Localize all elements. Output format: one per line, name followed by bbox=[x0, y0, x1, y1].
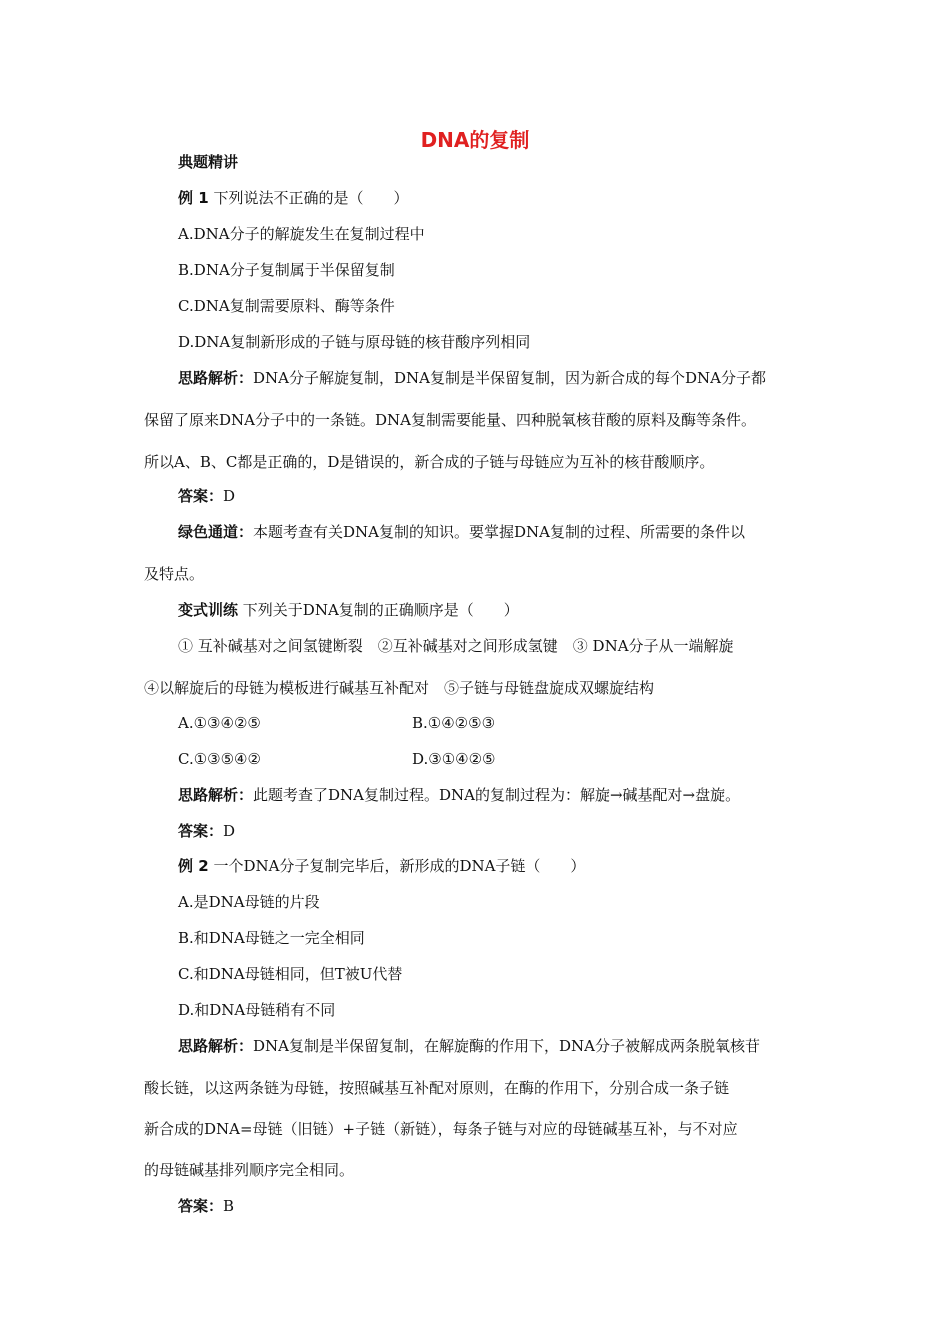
variant-analysis bbox=[178, 785, 740, 805]
variant-question bbox=[178, 600, 519, 620]
variant-analysis-label: 思路解析： bbox=[178, 786, 254, 804]
variant-answer-label: 答案： bbox=[178, 822, 224, 840]
ex2-answer bbox=[178, 1196, 234, 1216]
ex2-option-b: B.和DNA母链之一完全相同 bbox=[178, 929, 365, 947]
ex1-answer bbox=[178, 486, 235, 506]
ex2-analysis-label: 思路解析： bbox=[178, 1037, 254, 1055]
ex1-analysis-line: 保留了原来DNA分子中的一条链。DNA复制需要能量、四种脱氧核苷酸的原料及酶等条件。 bbox=[144, 411, 756, 429]
variant-option-d: D.③①④②⑤ bbox=[412, 750, 496, 768]
ex2-answer-value: B bbox=[223, 1197, 235, 1215]
ex2-analysis-line: 的母链碱基排列顺序完全相同。 bbox=[144, 1161, 355, 1179]
ex2-option-d: D.和DNA母链稍有不同 bbox=[178, 1001, 336, 1019]
page-title: DNA的复制 bbox=[420, 128, 530, 152]
ex1-option-c: C.DNA复制需要原料、酶等条件 bbox=[178, 297, 395, 315]
ex1-question bbox=[178, 188, 408, 208]
variant-label: 变式训练 bbox=[178, 601, 239, 619]
variant-answer bbox=[178, 821, 235, 841]
ex1-question-text: 下列说法不正确的是（ ） bbox=[213, 189, 409, 207]
variant-options-row bbox=[178, 749, 778, 769]
ex2-question bbox=[178, 856, 585, 876]
ex1-option-d: D.DNA复制新形成的子链与原母链的核苷酸序列相同 bbox=[178, 333, 531, 351]
ex2-answer-label: 答案： bbox=[178, 1197, 224, 1215]
ex1-green-text: 本题考查有关DNA复制的知识。要掌握DNA复制的过程、所需要的条件以 bbox=[253, 523, 745, 541]
ex2-analysis-text: DNA复制是半保留复制，在解旋酶的作用下，DNA分子被解成两条脱氧核苷 bbox=[253, 1037, 760, 1055]
ex1-label: 例 1 bbox=[178, 189, 209, 207]
ex1-green-line: 及特点。 bbox=[144, 565, 205, 583]
ex1-option-b: B.DNA分子复制属于半保留复制 bbox=[178, 261, 395, 279]
ex2-analysis-line bbox=[178, 1036, 760, 1056]
ex1-green-label: 绿色通道： bbox=[178, 523, 254, 541]
ex1-analysis-line: 所以A、B、C都是正确的，D是错误的，新合成的子链与母链应为互补的核苷酸顺序。 bbox=[144, 453, 715, 471]
ex2-option-c: C.和DNA母链相同，但T被U代替 bbox=[178, 965, 403, 983]
ex1-analysis-line bbox=[178, 368, 766, 388]
ex1-answer-value: D bbox=[223, 487, 236, 505]
variant-option-a: A.①③④②⑤ bbox=[178, 714, 261, 732]
ex1-answer-label: 答案： bbox=[178, 487, 224, 505]
ex1-analysis-label: 思路解析： bbox=[178, 369, 254, 387]
variant-options-row bbox=[178, 713, 778, 733]
ex2-option-a: A.是DNA母链的片段 bbox=[178, 893, 320, 911]
variant-analysis-text: 此题考查了DNA复制过程。DNA的复制过程为：解旋→碱基配对→盘旋。 bbox=[253, 786, 741, 804]
ex2-label: 例 2 bbox=[178, 857, 209, 875]
variant-answer-value: D bbox=[223, 822, 236, 840]
ex1-option-a: A.DNA分子的解旋发生在复制过程中 bbox=[178, 225, 425, 243]
ex2-analysis-line: 新合成的DNA=母链（旧链）+子链（新链），每条子链与对应的母链碱基互补，与不对应 bbox=[144, 1120, 738, 1138]
ex2-analysis-line: 酸长链，以这两条链为母链，按照碱基互补配对原则，在酶的作用下，分别合成一条子链 bbox=[144, 1079, 730, 1097]
ex1-green-line bbox=[178, 522, 745, 542]
variant-option-b: B.①④②⑤③ bbox=[412, 714, 496, 732]
variant-steps-line: ① 互补碱基对之间氢键断裂 ②互补碱基对之间形成氢键 ③ DNA分子从一端解旋 bbox=[178, 637, 734, 655]
section-heading: 典题精讲 bbox=[178, 153, 239, 171]
variant-question-text: 下列关于DNA复制的正确顺序是（ ） bbox=[242, 601, 519, 619]
ex1-analysis-text: DNA分子解旋复制，DNA复制是半保留复制，因为新合成的每个DNA分子都 bbox=[253, 369, 766, 387]
variant-steps-line: ④以解旋后的母链为模板进行碱基互补配对 ⑤子链与母链盘旋成双螺旋结构 bbox=[144, 679, 655, 697]
variant-option-c: C.①③⑤④② bbox=[178, 750, 261, 768]
ex2-question-text: 一个DNA分子复制完毕后，新形成的DNA子链（ ） bbox=[213, 857, 586, 875]
